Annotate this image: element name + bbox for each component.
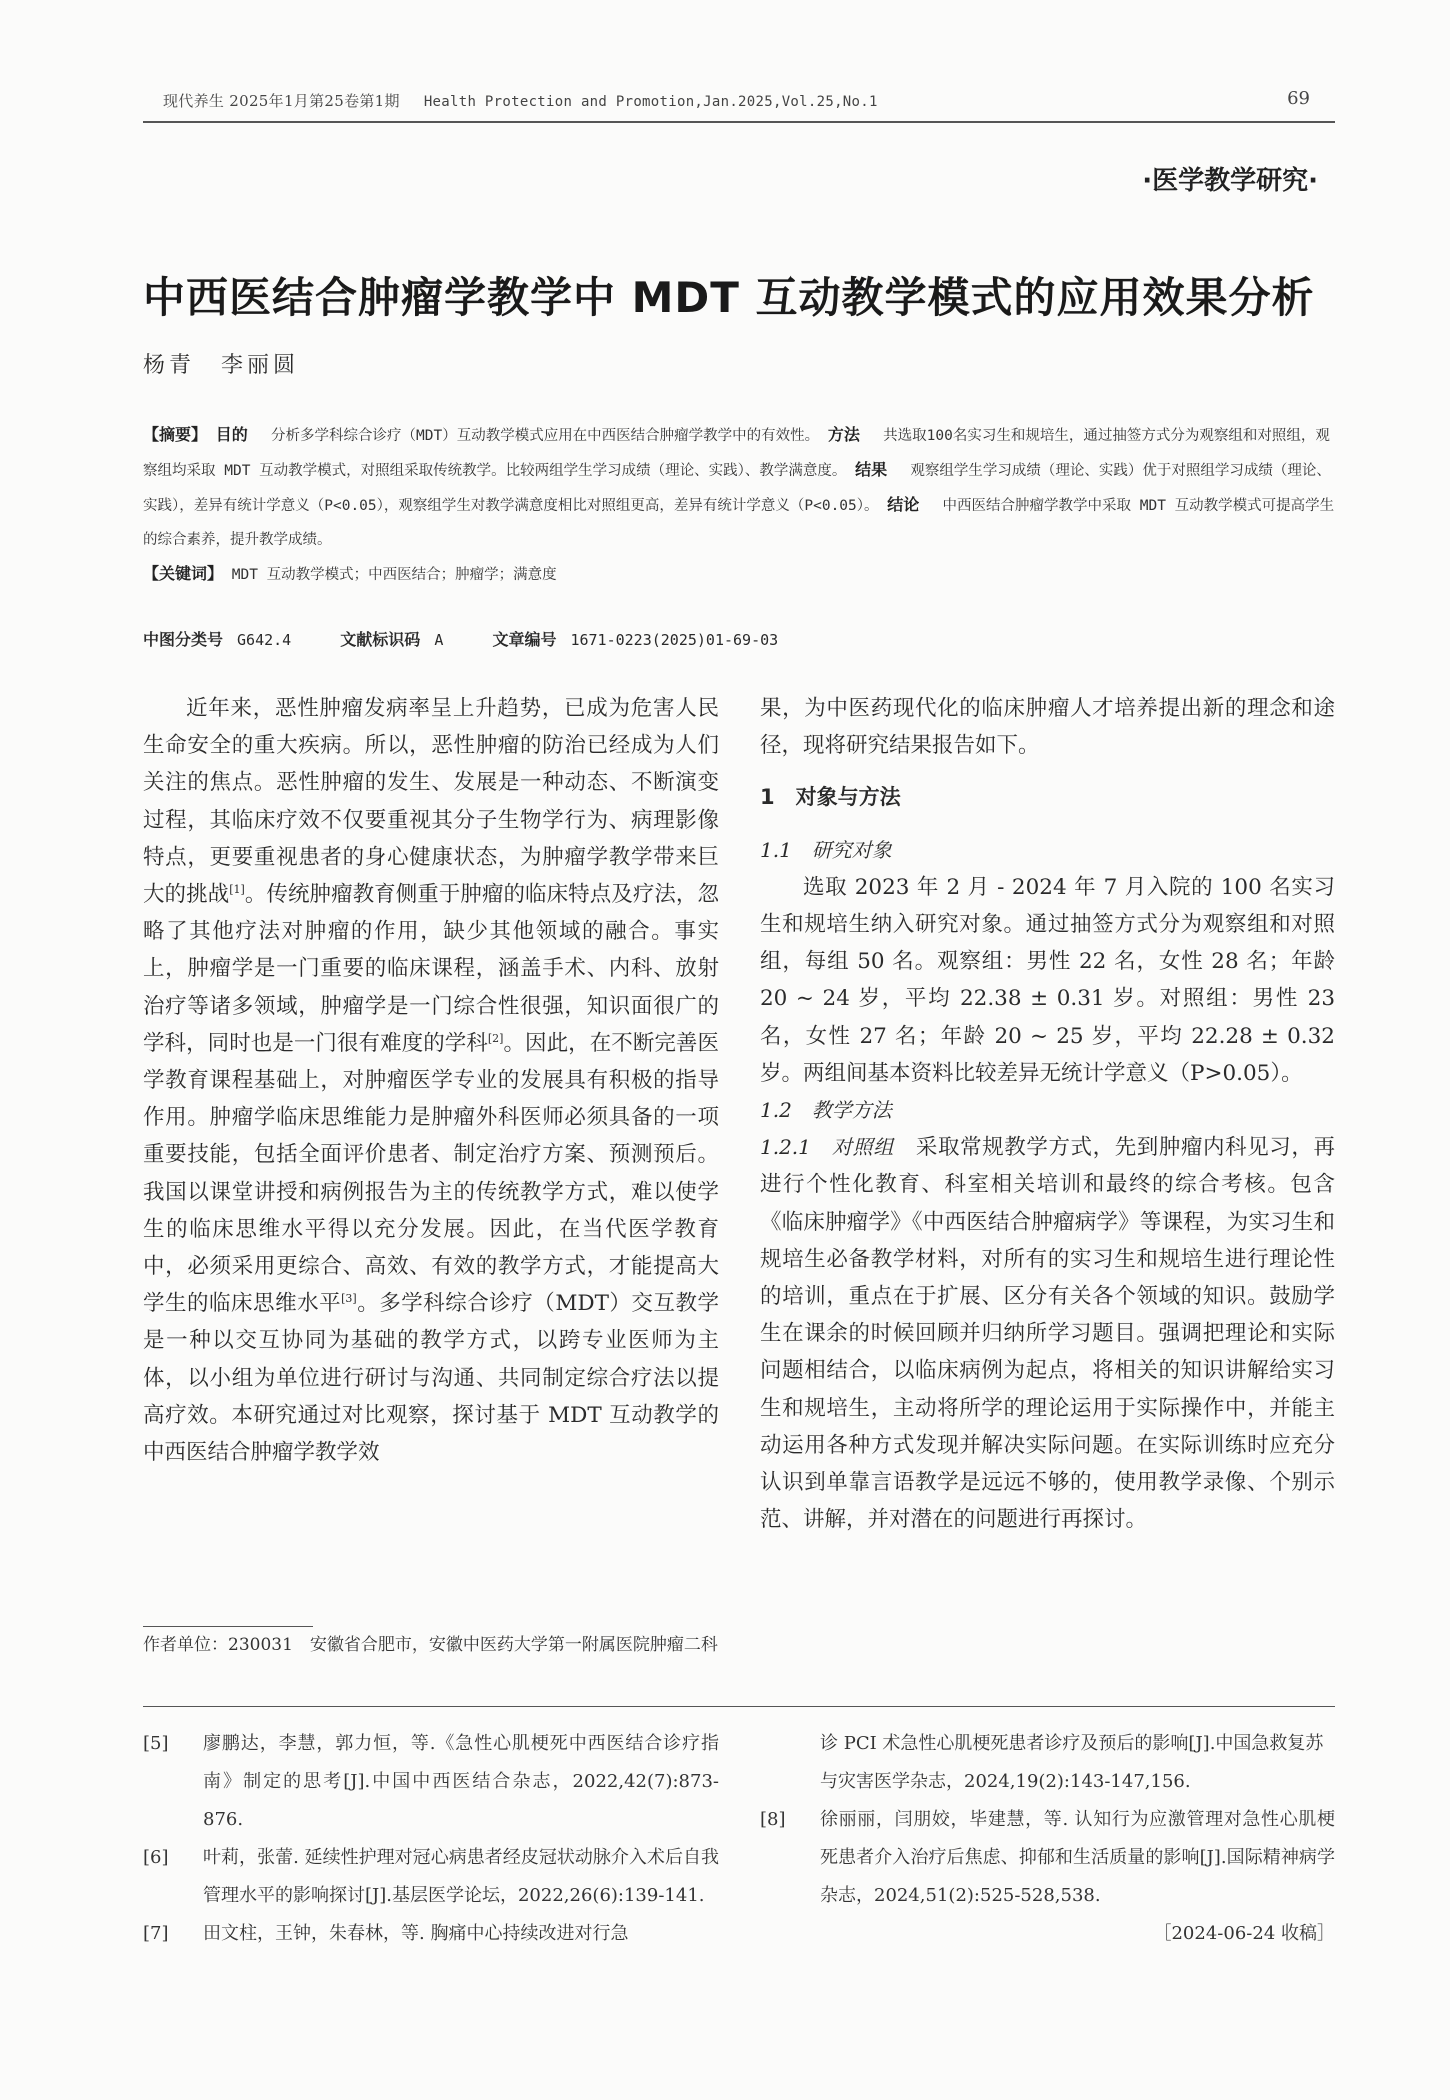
objective-label: 目的 [215,425,248,444]
body-column-left [143,690,719,1471]
reference-item [143,1915,719,1953]
control-group-method-text: 采取常规教学方式，先到肿瘤内科见习，再进行个性化教育、科室相关培训和最终的综合考核。包含《临床肿瘤学》《中西医结合肿瘤病学》等课程，为实习生和规培生必备教学材料，对所有的实习生和规培生进行理论性的培训，重点在于扩展、区分有关各个领域的知识。鼓励学生在课余的时候回顾并归纳所学习题目。强调把理论和实际问题相结合，以临床病例为起点，将相关的知识讲解给实习生和规培生，主动将所学的理论运用于实际操作中，并能主动运用各种方式发现并解决实际问题。在实际训练时应充分认识到单靠言语教学是远远不够的，使用教学录像、个别示范、讲解，并对潜在的问题进行再探讨。 [760,1135,1335,1533]
methods-label: 方法 [827,425,860,444]
study-subjects-paragraph: 选取 2023 年 2 月 - 2024 年 7 月入院的 100 名实习生和规培生纳入研究对象。通过抽签方式分为观察组和对照组，每组 50 名。观察组：男性 22 名，女性 28 名；年龄 20 ~ 24 岁，平均 22.38 ± 0.31 岁。对照组：男性 23 名，女性 27 名；年龄 20 ~ 25 岁，平均 22.28 ± 0.32 岁。两组间基本资料比较差异无统计学意义（P>0.05）。 [760,874,1335,1086]
citation-2: [2] [487,1031,504,1045]
doc-code-label: 文献标识码 [340,630,421,649]
section-heading-1: 1 对象与方法 [760,785,901,810]
reference-item [143,1839,719,1915]
article-title: 中西医结合肿瘤学教学中 MDT 互动教学模式的应用效果分析 [143,273,1315,322]
conclusion-label: 结论 [887,495,920,514]
keywords-label: 【关键词】 [143,564,224,583]
reference-text: 田文柱，王钟，朱春林，等. 胸痛中心持续改进对行急 [203,1923,629,1944]
journal-name-en: Health Protection and Promotion,Jan.2025,Vol.25,No.1 [423,94,878,110]
subsection-heading-1-1: 1.1 研究对象 [760,837,892,862]
abstract-block [143,418,1335,592]
article-no-value: 1671-0223(2025)01-69-03 [570,631,779,649]
header-rule [143,121,1335,123]
classification-line [143,627,822,650]
intro-continuation: 果，为中医药现代化的临床肿瘤人才培养提出新的理念和途径，现将研究结果报告如下。 [760,696,1335,759]
body-column-right [760,690,1335,1538]
reference-number: [8] [760,1809,786,1830]
reference-7-continuation: 诊 PCI 术急性心肌梗死患者诊疗及预后的影响[J].中国急救复苏与灾害医学杂志，2024,19(2):143-147,156. [820,1733,1324,1792]
doc-code-value: A [434,631,444,649]
results-label: 结果 [855,460,888,479]
footnote-rule [143,1626,313,1627]
keywords: MDT 互动教学模式；中西医结合；肿瘤学；满意度 [231,567,557,583]
reference-item [143,1725,719,1839]
reference-number: [6] [143,1847,169,1868]
intro-text-2: 。传统肿瘤教育侧重于肿瘤的临床特点及疗法，忽略了其他疗法对肿瘤的作用，缺少其他领域的融合。事实上，肿瘤学是一门重要的临床课程，涵盖手术、内科、放射治疗等诸多领域，肿瘤学是一门综合性很强，知识面很广的学科，同时也是一门很有难度的学科 [143,882,719,1056]
reference-number: [7] [143,1923,169,1944]
author-affiliation-footnote: 作者单位：230031 安徽省合肥市，安徽中医药大学第一附属医院肿瘤二科 [143,1635,718,1655]
reference-number: [5] [143,1733,169,1754]
reference-item [760,1801,1335,1915]
intro-paragraph [143,690,719,1471]
journal-name-cn: 现代养生 2025年1月第25卷第1期 [163,92,400,110]
citation-1: [1] [229,882,245,896]
intro-text-1: 近年来，恶性肿瘤发病率呈上升趋势，已成为危害人民生命安全的重大疾病。所以，恶性肿瘤的防治已经成为人们关注的焦点。恶性肿瘤的发生、发展是一种动态、不断演变过程，其临床疗效不仅要重视其分子生物学行为、病理影像特点，更要重视患者的身心健康状态，为肿瘤学教学带来巨大的挑战 [143,696,719,908]
references-right [760,1725,1335,1953]
intro-text-3: 。因此，在不断完善医学教育课程基础上，对肿瘤医学专业的发展具有积极的指导作用。肿瘤学临床思维能力是肿瘤外科医师必须具备的一项重要技能，包括全面评价患者、制定治疗方案、预测预后。我国以课堂讲授和病例报告为主的传统教学方式，难以使学生的临床思维水平得以充分发展。因此，在当代医学教育中，必须采用更综合、高效、有效的教学方式，才能提高大学生的临床思维水平 [143,1030,719,1317]
page-number: 69 [1287,88,1310,109]
section-tag: ·医学教学研究· [1142,166,1318,196]
clc-value: G642.4 [237,631,292,649]
article-authors: 杨青 李丽圆 [143,353,300,378]
clc-label: 中图分类号 [143,630,224,649]
reference-text: 叶莉，张蕾. 延续性护理对冠心病患者经皮冠状动脉介入术后自我管理水平的影响探讨[J].基层医学论坛，2022,26(6):139-141. [203,1847,719,1906]
abstract-methods: 共选取100名实习生和规培生，通过抽签方式分为观察组和对照组，观察组均采取 MDT 互动教学模式，对照组采取传统教学。比较两组学生学习成绩（理论、实践）、教学满意度。 [143,428,1330,479]
abstract-label: 【摘要】 [143,425,208,444]
running-header [163,90,878,111]
subsection-heading-1-2-1: 1.2.1 对照组 [760,1135,894,1160]
subsection-heading-1-2: 1.2 教学方法 [760,1098,892,1123]
received-date: ［2024-06-24 收稿］ [1153,1923,1335,1944]
abstract-objective: 分析多学科综合诊疗（MDT）互动教学模式应用在中西医结合肿瘤学教学中的有效性。 [271,428,820,444]
references-left [143,1725,719,1953]
reference-text: 徐丽丽，闫朋姣，毕建慧，等. 认知行为应激管理对急性心肌梗死患者介入治疗后焦虑、抑郁和生活质量的影响[J].国际精神病学杂志，2024,51(2):525-528,538. [820,1809,1335,1906]
abstract-conclusion: 中西医结合肿瘤学教学中采取 MDT 互动教学模式可提高学生的综合素养，提升教学成绩。 [143,498,1335,548]
intro-text-4: 。多学科综合诊疗（MDT）交互教学是一种以交互协同为基础的教学方式，以跨专业医师为主体，以小组为单位进行研讨与沟通、共同制定综合疗法以提高疗效。本研究通过对比观察，探讨基于 MDT 互动教学的中西医结合肿瘤学教学效 [143,1291,719,1466]
reference-text: 廖鹏达，李慧，郭力恒，等.《急性心肌梗死中西医结合诊疗指南》制定的思考[J].中国中西医结合杂志，2022,42(7):873-876. [203,1733,719,1830]
abstract-results: 观察组学生学习成绩（理论、实践）优于对照组学习成绩（理论、实践），差异有统计学意义（P<0.05），观察组学生对教学满意度相比对照组更高，差异有统计学意义（P<0.05）。 [143,463,1331,514]
citation-3: [3] [341,1292,357,1306]
article-no-label: 文章编号 [492,630,557,649]
references-divider [143,1706,1335,1707]
